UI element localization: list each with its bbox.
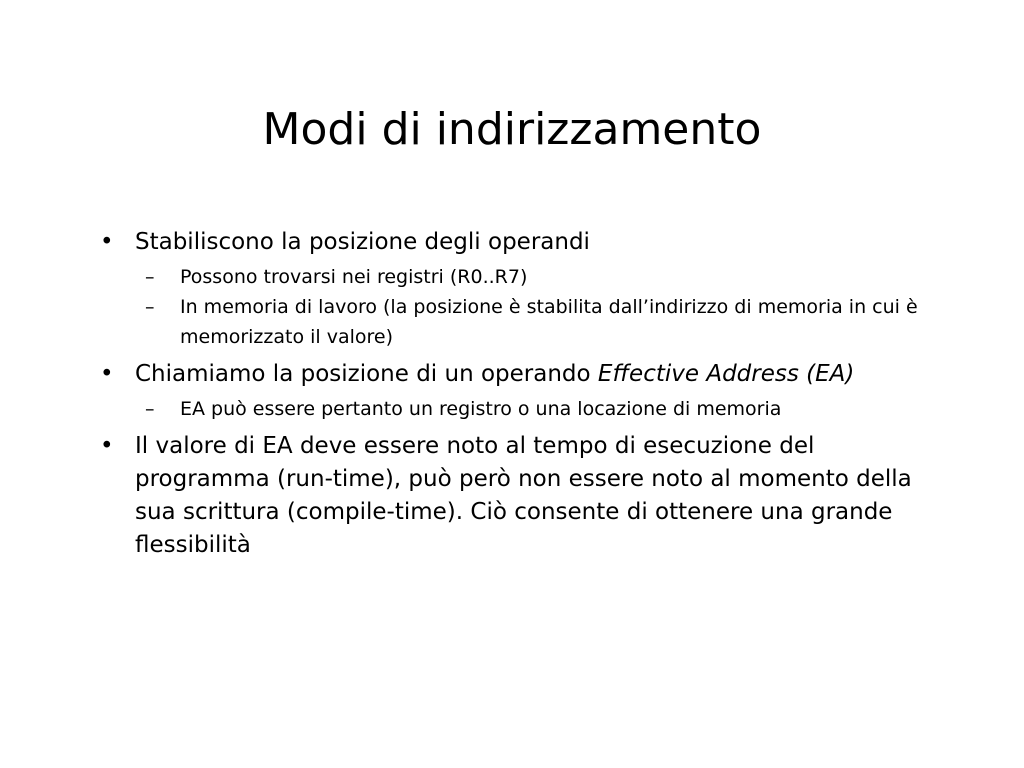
- bullet-text: Il valore di EA deve essere noto al tempo di esecuzione del programma (run-time), può però non essere noto al momento della sua scrittura (compile-time). Ciò consente di ottenere una grande flessibilità: [135, 433, 912, 558]
- sub-item: [100, 262, 940, 292]
- sub-text: EA può essere pertanto un registro o una locazione di memoria: [180, 398, 782, 420]
- bullet-list: [100, 226, 940, 565]
- bullet-italic-term: Effective Address (EA): [597, 361, 855, 387]
- bullet-item: [100, 430, 940, 562]
- bullet-text: Stabiliscono la posizione degli operandi: [135, 229, 590, 255]
- bullet-text: Chiamiamo la posizione di un operando: [135, 361, 591, 387]
- dash-marker: –: [145, 266, 155, 288]
- bullet-item: [100, 226, 940, 259]
- bullet-item: [100, 358, 940, 391]
- sub-item: [100, 394, 940, 424]
- bullet-marker: •: [100, 433, 114, 459]
- sub-text: In memoria di lavoro (la posizione è stabilita dall’indirizzo di memoria in cui è memorizzato il valore): [180, 296, 918, 348]
- sub-list: [100, 262, 940, 352]
- bullet-marker: •: [100, 361, 114, 387]
- slide-title: Modi di indirizzamento: [262, 104, 762, 155]
- dash-marker: –: [145, 296, 155, 318]
- sub-list: [100, 394, 940, 424]
- bullet-marker: •: [100, 229, 114, 255]
- sub-item: [100, 292, 940, 352]
- sub-text: Possono trovarsi nei registri (R0..R7): [180, 266, 528, 288]
- dash-marker: –: [145, 398, 155, 420]
